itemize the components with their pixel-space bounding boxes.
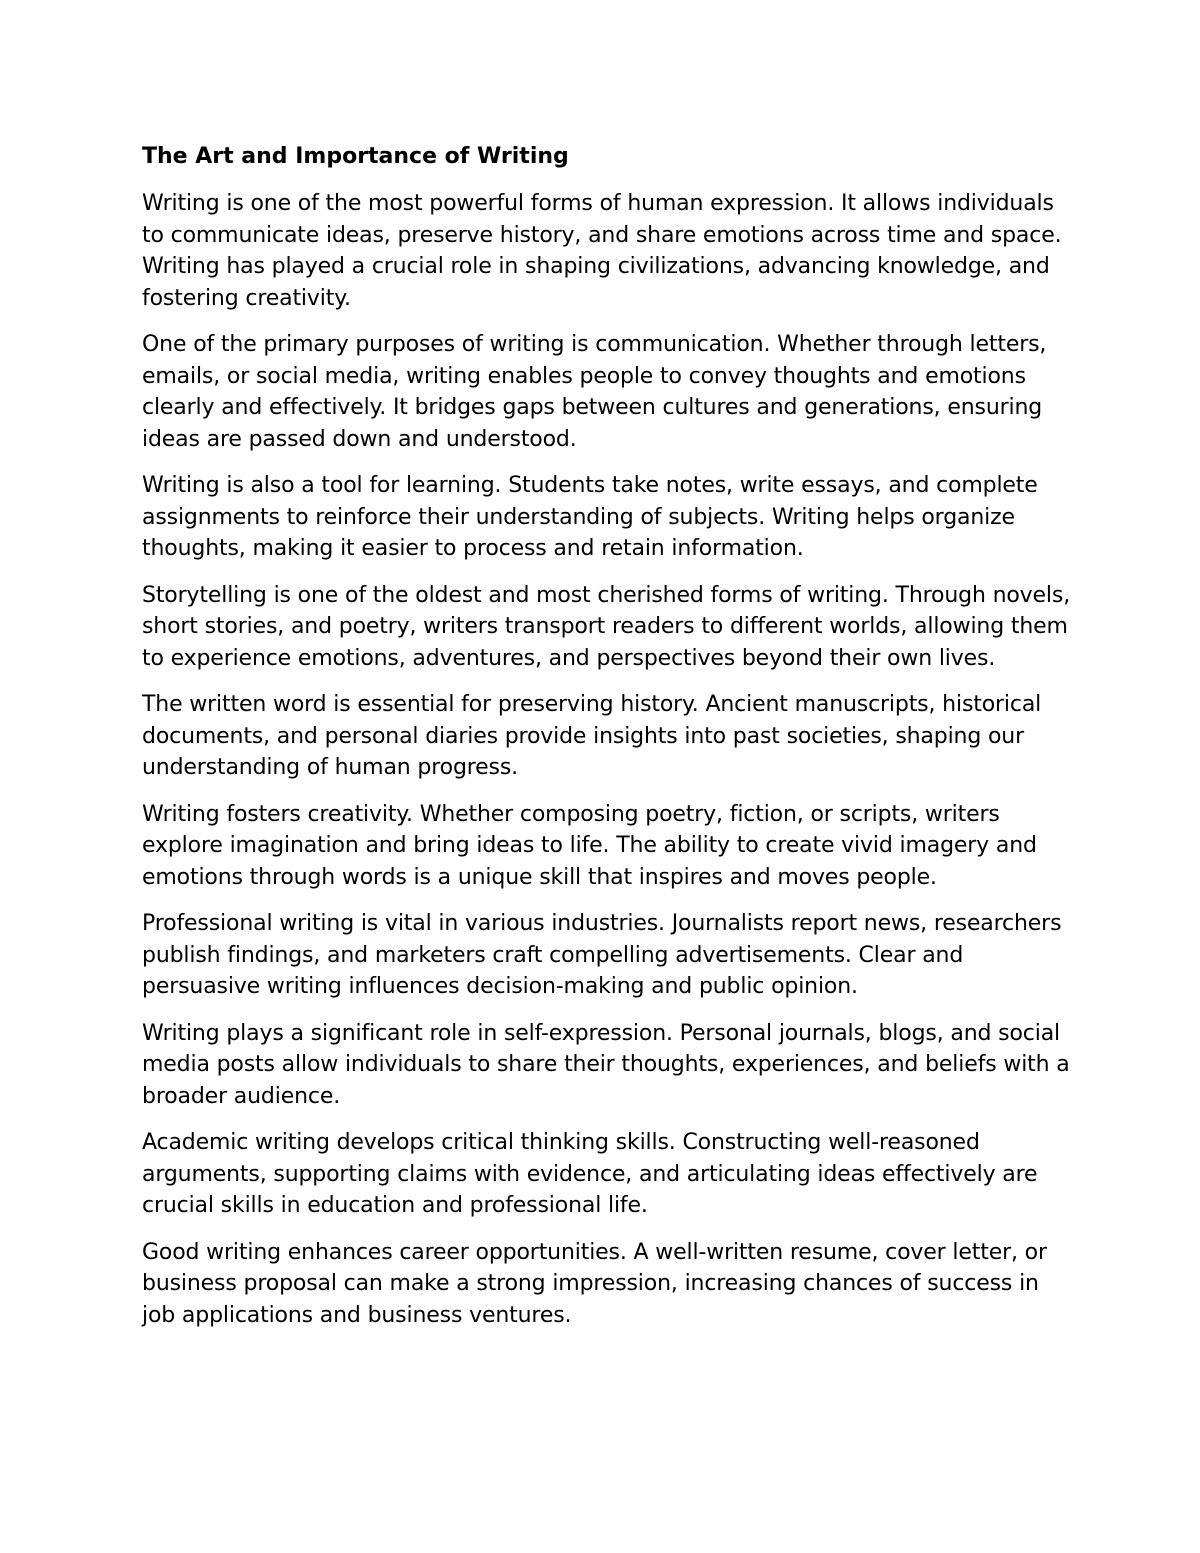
- paragraph: Professional writing is vital in various industries. Journalists report news, researchers publish findings, and marketers craft compelling advertisements. Clear and persuasive writing influences decision-making and public opinion.: [142, 911, 1062, 999]
- paragraph: Writing is also a tool for learning. Students take notes, write essays, and complete assignments to reinforce their understanding of subjects. Writing helps organize thoughts, making it easier to process and retain information.: [142, 473, 1038, 561]
- paragraph: Academic writing develops critical thinking skills. Constructing well-reasoned arguments, supporting claims with evidence, and articulating ideas effectively are crucial skills in education and professional life.: [142, 1130, 1038, 1218]
- paragraph: Writing fosters creativity. Whether composing poetry, fiction, or scripts, writers explore imagination and bring ideas to life. The ability to create vivid imagery and emotions through words is a unique skill that inspires and moves people.: [142, 801, 1037, 890]
- paragraph: Writing plays a significant role in self-expression. Personal journals, blogs, and social media posts allow individuals to share their thoughts, experiences, and beliefs with a broader audience.: [142, 1020, 1070, 1109]
- paragraph: Writing is one of the most powerful forms of human expression. It allows individuals to communicate ideas, preserve history, and share emotions across time and space. Writing has played a crucial role in shaping civilizations, advancing knowledge, and fostering creativity.: [142, 191, 1062, 311]
- document-title: The Art and Importance of Writing: [142, 144, 569, 169]
- paragraph: One of the primary purposes of writing is communication. Whether through letters, emails, or social media, writing enables people to convey thoughts and emotions clearly and effectively. It bridges gaps between cultures and generations, ensuring ideas are passed down and understood.: [142, 332, 1047, 452]
- paragraph: Storytelling is one of the oldest and most cherished forms of writing. Through novels, short stories, and poetry, writers transport readers to different worlds, allowing them to experience emotions, adventures, and perspectives beyond their own lives.: [142, 582, 1071, 671]
- document-body: [142, 141, 1072, 1346]
- paragraph: Good writing enhances career opportunities. A well-written resume, cover letter, or business proposal can make a strong impression, increasing chances of success in job applications and business ventures.: [142, 1239, 1047, 1328]
- paragraph: The written word is essential for preserving history. Ancient manuscripts, historical documents, and personal diaries provide insights into past societies, shaping our understanding of human progress.: [142, 692, 1042, 780]
